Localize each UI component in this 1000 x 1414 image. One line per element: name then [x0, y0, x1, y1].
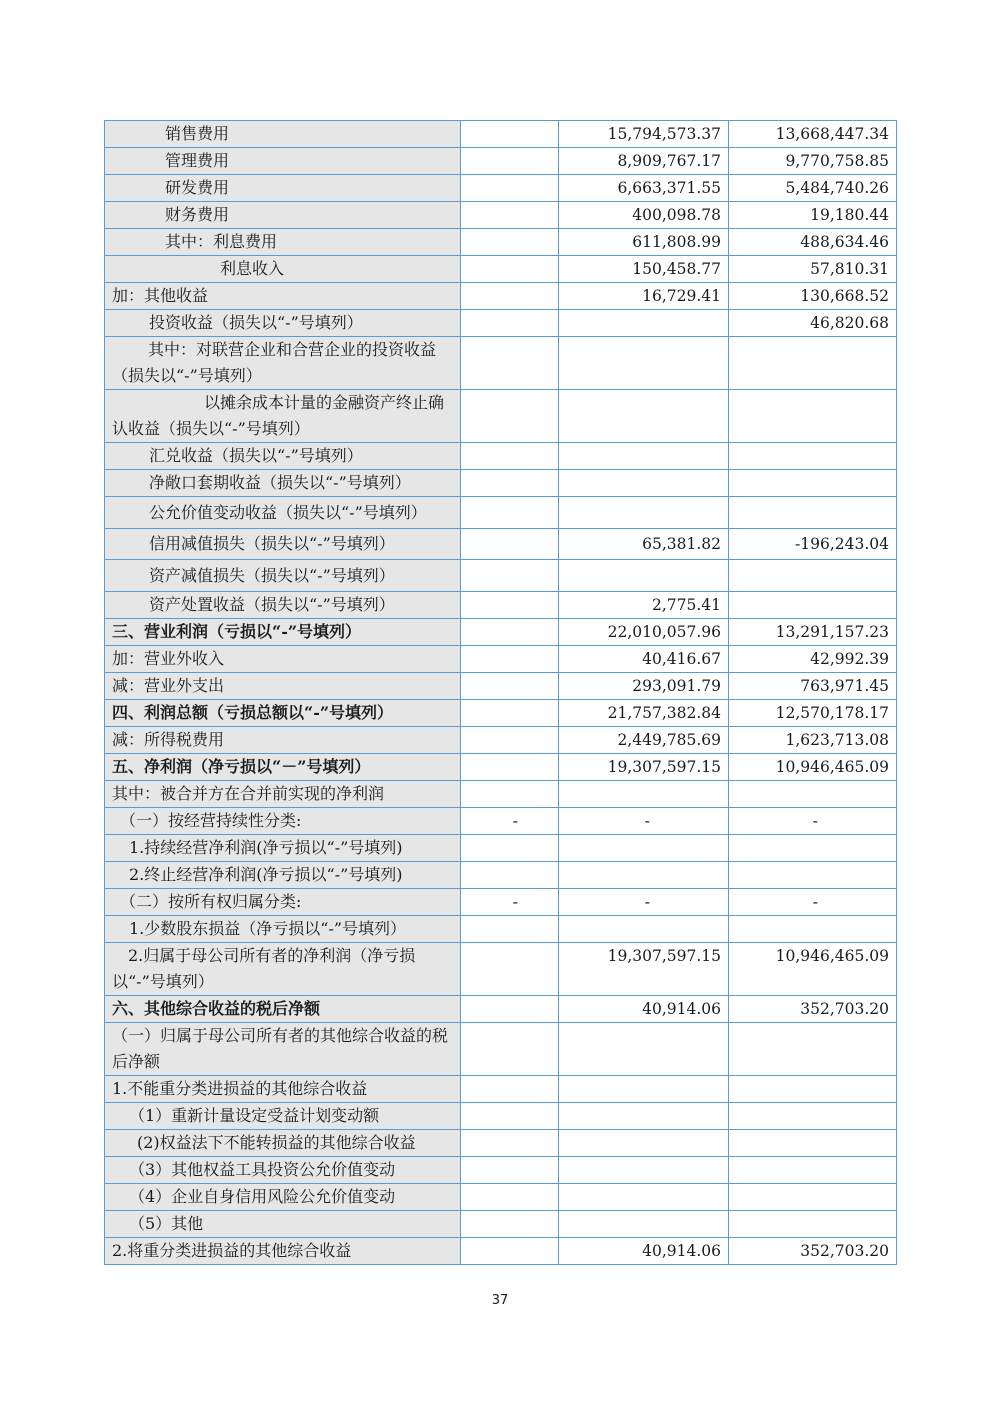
cell-col1 — [461, 202, 559, 229]
cell-col1 — [461, 175, 559, 202]
table-row — [105, 1076, 897, 1103]
cell-current — [559, 1211, 729, 1238]
cell-current: 22,010,057.96 — [559, 619, 729, 646]
cell-prior: 19,180.44 — [729, 202, 897, 229]
table-row — [105, 1103, 897, 1130]
cell-col1 — [461, 943, 559, 996]
cell-col1 — [461, 310, 559, 337]
cell-prior: - — [729, 889, 897, 916]
cell-current: - — [559, 889, 729, 916]
table-row — [105, 619, 897, 646]
cell-current — [559, 781, 729, 808]
cell-current: - — [559, 808, 729, 835]
row-label: 净敞口套期收益（损失以“-”号填列） — [105, 470, 461, 497]
cell-prior — [729, 337, 897, 390]
cell-col1 — [461, 470, 559, 497]
cell-col1 — [461, 619, 559, 646]
income-statement-table — [104, 120, 897, 1265]
table-row — [105, 673, 897, 700]
row-label: 资产处置收益（损失以“-”号填列） — [105, 592, 461, 619]
cell-prior: 352,703.20 — [729, 996, 897, 1023]
row-label: （1）重新计量设定受益计划变动额 — [105, 1103, 461, 1130]
cell-col1 — [461, 497, 559, 529]
cell-current: 19,307,597.15 — [559, 754, 729, 781]
cell-col1 — [461, 1157, 559, 1184]
cell-col1 — [461, 121, 559, 148]
row-label: 三、营业利润（亏损以“-”号填列） — [105, 619, 461, 646]
row-label: 减：所得税费用 — [105, 727, 461, 754]
cell-current: 21,757,382.84 — [559, 700, 729, 727]
row-label: 2.将重分类进损益的其他综合收益 — [105, 1238, 461, 1265]
row-label: 加：营业外收入 — [105, 646, 461, 673]
cell-current — [559, 310, 729, 337]
cell-prior: -196,243.04 — [729, 529, 897, 560]
cell-prior: 10,946,465.09 — [729, 754, 897, 781]
row-label: 财务费用 — [105, 202, 461, 229]
cell-col1 — [461, 283, 559, 310]
row-label: 1.持续经营净利润(净亏损以“-”号填列) — [105, 835, 461, 862]
cell-col1: - — [461, 889, 559, 916]
cell-current: 400,098.78 — [559, 202, 729, 229]
cell-prior — [729, 1023, 897, 1076]
cell-current — [559, 1023, 729, 1076]
cell-prior: 46,820.68 — [729, 310, 897, 337]
table-row — [105, 835, 897, 862]
cell-current: 8,909,767.17 — [559, 148, 729, 175]
cell-col1 — [461, 560, 559, 592]
cell-col1 — [461, 443, 559, 470]
cell-current — [559, 1130, 729, 1157]
cell-col1 — [461, 754, 559, 781]
cell-col1 — [461, 1076, 559, 1103]
cell-prior — [729, 916, 897, 943]
cell-prior: 130,668.52 — [729, 283, 897, 310]
cell-prior: 5,484,740.26 — [729, 175, 897, 202]
cell-current — [559, 1076, 729, 1103]
cell-current — [559, 470, 729, 497]
row-label: (2)权益法下不能转损益的其他综合收益 — [105, 1130, 461, 1157]
row-label: 1.少数股东损益（净亏损以“-”号填列） — [105, 916, 461, 943]
cell-current: 19,307,597.15 — [559, 943, 729, 996]
cell-prior: 9,770,758.85 — [729, 148, 897, 175]
table-row — [105, 646, 897, 673]
cell-current — [559, 497, 729, 529]
cell-current: 2,775.41 — [559, 592, 729, 619]
cell-prior — [729, 470, 897, 497]
cell-prior — [729, 862, 897, 889]
cell-col1 — [461, 700, 559, 727]
cell-col1 — [461, 1211, 559, 1238]
table-row — [105, 862, 897, 889]
row-label: 2.终止经营净利润(净亏损以“-”号填列) — [105, 862, 461, 889]
cell-prior — [729, 592, 897, 619]
row-label: （一）按经营持续性分类: — [105, 808, 461, 835]
cell-prior: 12,570,178.17 — [729, 700, 897, 727]
cell-prior — [729, 560, 897, 592]
cell-prior: 42,992.39 — [729, 646, 897, 673]
cell-prior: 10,946,465.09 — [729, 943, 897, 996]
table-row — [105, 727, 897, 754]
cell-current — [559, 443, 729, 470]
cell-col1 — [461, 592, 559, 619]
cell-prior: - — [729, 808, 897, 835]
table-row — [105, 808, 897, 835]
cell-col1 — [461, 1023, 559, 1076]
table-row — [105, 1184, 897, 1211]
table-row — [105, 175, 897, 202]
table-row — [105, 943, 897, 996]
table-row — [105, 1130, 897, 1157]
cell-col1 — [461, 337, 559, 390]
row-label: 2.归属于母公司所有者的净利润（净亏损以“-”号填列） — [105, 943, 461, 996]
cell-prior — [729, 1130, 897, 1157]
cell-current — [559, 1157, 729, 1184]
cell-current: 40,416.67 — [559, 646, 729, 673]
cell-prior — [729, 443, 897, 470]
cell-prior: 13,668,447.34 — [729, 121, 897, 148]
cell-prior — [729, 1103, 897, 1130]
cell-current: 40,914.06 — [559, 996, 729, 1023]
cell-col1 — [461, 646, 559, 673]
cell-current — [559, 916, 729, 943]
cell-prior: 763,971.45 — [729, 673, 897, 700]
table-row — [105, 337, 897, 390]
table-row — [105, 529, 897, 560]
table-row — [105, 700, 897, 727]
row-label: （4）企业自身信用风险公允价值变动 — [105, 1184, 461, 1211]
cell-current — [559, 835, 729, 862]
page-number: 37 — [491, 1293, 509, 1308]
cell-col1: - — [461, 808, 559, 835]
cell-current: 2,449,785.69 — [559, 727, 729, 754]
row-label: 销售费用 — [105, 121, 461, 148]
row-label: 公允价值变动收益（损失以“-”号填列） — [105, 497, 461, 529]
cell-prior — [729, 835, 897, 862]
row-label: 四、利润总额（亏损总额以“-”号填列） — [105, 700, 461, 727]
cell-prior: 1,623,713.08 — [729, 727, 897, 754]
cell-current — [559, 390, 729, 443]
cell-current: 293,091.79 — [559, 673, 729, 700]
cell-current: 65,381.82 — [559, 529, 729, 560]
cell-col1 — [461, 996, 559, 1023]
row-label: 汇兑收益（损失以“-”号填列） — [105, 443, 461, 470]
cell-current — [559, 560, 729, 592]
cell-col1 — [461, 835, 559, 862]
row-label: 资产减值损失（损失以“-”号填列） — [105, 560, 461, 592]
table-row — [105, 202, 897, 229]
cell-current — [559, 1103, 729, 1130]
row-label: 五、净利润（净亏损以“－”号填列） — [105, 754, 461, 781]
row-label: （二）按所有权归属分类: — [105, 889, 461, 916]
cell-prior — [729, 390, 897, 443]
table-row — [105, 754, 897, 781]
table-row — [105, 390, 897, 443]
table-row — [105, 996, 897, 1023]
row-label: 投资收益（损失以“-”号填列） — [105, 310, 461, 337]
cell-prior: 488,634.46 — [729, 229, 897, 256]
row-label: （一）归属于母公司所有者的其他综合收益的税后净额 — [105, 1023, 461, 1076]
cell-col1 — [461, 673, 559, 700]
row-label: 减：营业外支出 — [105, 673, 461, 700]
table-row — [105, 592, 897, 619]
cell-col1 — [461, 1238, 559, 1265]
cell-prior: 57,810.31 — [729, 256, 897, 283]
cell-prior — [729, 497, 897, 529]
table-row — [105, 1157, 897, 1184]
cell-col1 — [461, 916, 559, 943]
row-label: 以摊余成本计量的金融资产终止确认收益（损失以“-”号填列） — [105, 390, 461, 443]
row-label: 其中：利息费用 — [105, 229, 461, 256]
row-label: 信用减值损失（损失以“-”号填列） — [105, 529, 461, 560]
table-row — [105, 148, 897, 175]
cell-prior — [729, 1211, 897, 1238]
cell-col1 — [461, 1103, 559, 1130]
table-row — [105, 283, 897, 310]
row-label: 其中：对联营企业和合营企业的投资收益（损失以“-”号填列） — [105, 337, 461, 390]
cell-current — [559, 337, 729, 390]
table-row — [105, 229, 897, 256]
cell-current — [559, 1184, 729, 1211]
table-row — [105, 1211, 897, 1238]
cell-col1 — [461, 529, 559, 560]
row-label: 管理费用 — [105, 148, 461, 175]
cell-prior — [729, 781, 897, 808]
table-row — [105, 889, 897, 916]
table-row — [105, 310, 897, 337]
table-row — [105, 256, 897, 283]
table-row — [105, 497, 897, 529]
table-row — [105, 470, 897, 497]
cell-current: 16,729.41 — [559, 283, 729, 310]
cell-col1 — [461, 1130, 559, 1157]
table-row — [105, 1023, 897, 1076]
cell-col1 — [461, 256, 559, 283]
cell-current: 6,663,371.55 — [559, 175, 729, 202]
row-label: （5）其他 — [105, 1211, 461, 1238]
cell-current: 150,458.77 — [559, 256, 729, 283]
cell-col1 — [461, 727, 559, 754]
cell-prior — [729, 1157, 897, 1184]
cell-current: 15,794,573.37 — [559, 121, 729, 148]
cell-prior — [729, 1184, 897, 1211]
row-label: 加：其他收益 — [105, 283, 461, 310]
cell-col1 — [461, 1184, 559, 1211]
row-label: 研发费用 — [105, 175, 461, 202]
cell-prior: 352,703.20 — [729, 1238, 897, 1265]
cell-current: 40,914.06 — [559, 1238, 729, 1265]
table-row — [105, 781, 897, 808]
cell-col1 — [461, 148, 559, 175]
cell-col1 — [461, 781, 559, 808]
row-label: （3）其他权益工具投资公允价值变动 — [105, 1157, 461, 1184]
table-row — [105, 916, 897, 943]
row-label: 六、其他综合收益的税后净额 — [105, 996, 461, 1023]
cell-col1 — [461, 862, 559, 889]
cell-prior: 13,291,157.23 — [729, 619, 897, 646]
row-label: 其中：被合并方在合并前实现的净利润 — [105, 781, 461, 808]
cell-prior — [729, 1076, 897, 1103]
cell-col1 — [461, 390, 559, 443]
cell-current — [559, 862, 729, 889]
table-row — [105, 560, 897, 592]
row-label: 利息收入 — [105, 256, 461, 283]
table-row — [105, 1238, 897, 1265]
table-row — [105, 443, 897, 470]
cell-col1 — [461, 229, 559, 256]
table-row — [105, 121, 897, 148]
row-label: 1.不能重分类进损益的其他综合收益 — [105, 1076, 461, 1103]
cell-current: 611,808.99 — [559, 229, 729, 256]
